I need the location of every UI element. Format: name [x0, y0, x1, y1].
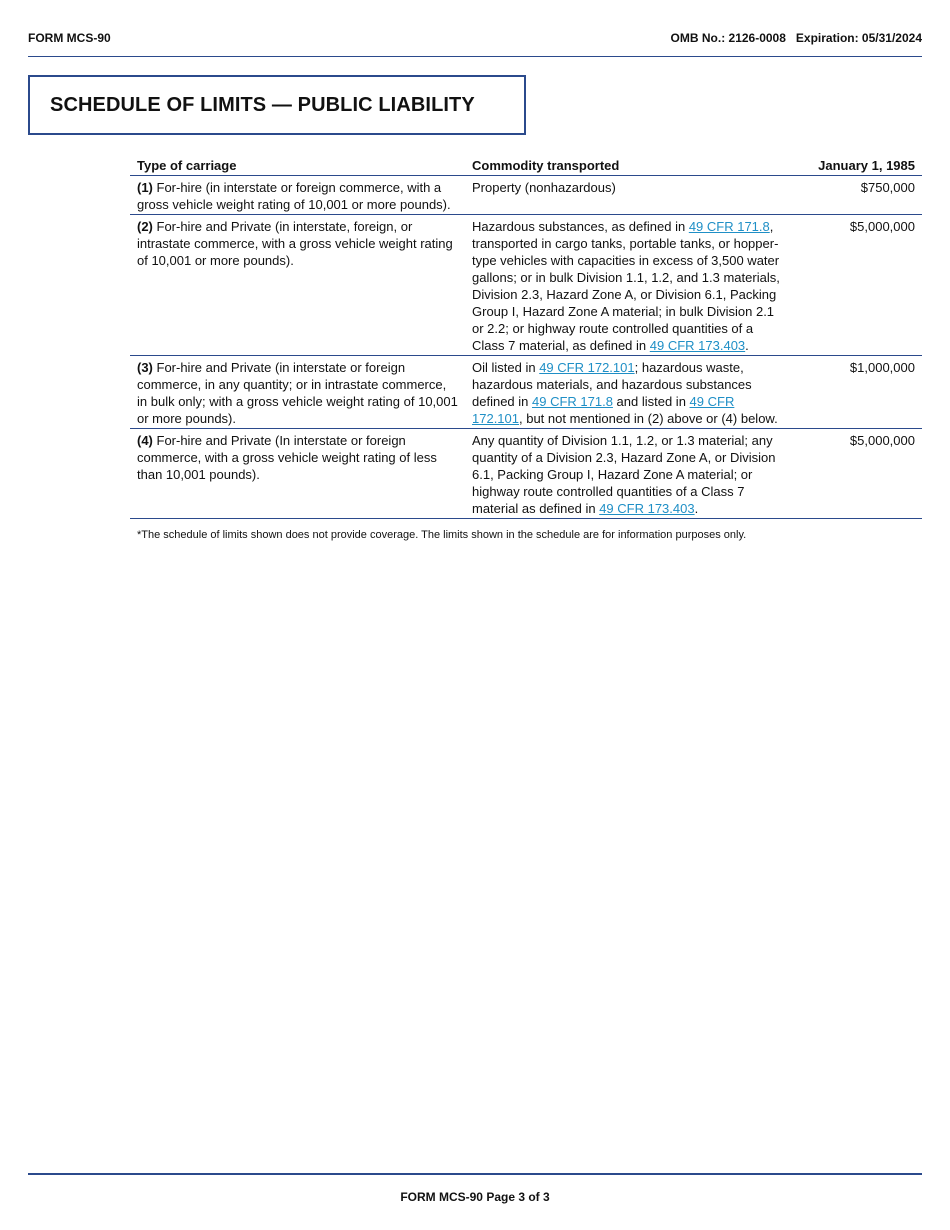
commodity-text: Property (nonhazardous): [472, 180, 616, 195]
bottom-divider: [28, 1173, 922, 1175]
carriage-cell: [130, 356, 465, 429]
table-header-row: [130, 155, 922, 176]
cfr-link[interactable]: 49 CFR 172.101: [472, 394, 735, 426]
page-footer: FORM MCS-90 Page 3 of 3: [400, 1190, 550, 1204]
carriage-text: For-hire and Private (In interstate or foreign commerce, with a gross vehicle weight rating of less than 10,001 pounds).: [137, 433, 437, 482]
form-label: FORM MCS-90: [28, 31, 111, 45]
table-row: [130, 176, 922, 215]
carriage-text: For-hire and Private (in interstate, foreign, or intrastate commerce, with a gross vehicle weight rating of 10,001 or more pounds).: [137, 219, 453, 268]
schedule-of-limits-table: [130, 155, 922, 519]
commodity-cell: [465, 176, 793, 215]
carriage-cell: [130, 215, 465, 356]
header-type-of-carriage: Type of carriage: [130, 155, 465, 176]
commodity-text: .: [694, 501, 699, 516]
title-box: [28, 75, 526, 135]
table-row: [130, 356, 922, 429]
row-number: (3): [137, 360, 153, 375]
page-title: SCHEDULE OF LIMITS — PUBLIC LIABILITY: [50, 94, 475, 116]
omb-expiration: [671, 31, 922, 45]
row-number: (2): [137, 219, 153, 234]
commodity-text: and listed in: [612, 394, 690, 409]
commodity-text: Hazardous substances, as defined in: [472, 219, 689, 234]
limit-amount: $750,000: [860, 180, 915, 195]
header-date: January 1, 1985: [793, 155, 922, 176]
commodity-text: ; hazardous waste, hazardous materials, and hazardous substances defined in: [472, 360, 752, 409]
commodity-text: .: [745, 338, 749, 353]
commodity-cell: [465, 429, 793, 519]
limit-amount: $5,000,000: [849, 219, 915, 234]
header-commodity: Commodity transported: [465, 155, 793, 176]
commodity-text: Any quantity of Division 1.1, 1.2, or 1.3 material; any quantity of a Division 2.3, Hazard Zone A, or Division 6.1, Packing Group I, Hazard Zone A material; or highway route controlled quantities of a Class 7 material as defined in: [472, 433, 776, 516]
cfr-link[interactable]: 49 CFR 171.8: [532, 394, 613, 409]
cfr-link[interactable]: 49 CFR 171.8: [688, 219, 770, 234]
carriage-text: For-hire and Private (in interstate or foreign commerce, in any quantity; or in intrastate commerce, in bulk only; with a gross vehicle weight rating of 10,001 or more pounds).: [137, 360, 458, 426]
cfr-link[interactable]: 49 CFR 173.403: [649, 338, 746, 353]
commodity-text: Oil listed in: [472, 360, 540, 375]
commodity-cell: [465, 215, 793, 356]
row-number: (4): [137, 433, 153, 448]
carriage-cell: [130, 429, 465, 519]
carriage-cell: [130, 176, 465, 215]
limit-cell: [793, 429, 922, 519]
commodity-text: , but not mentioned in (2) above or (4) below.: [519, 411, 778, 426]
footnote: *The schedule of limits shown does not provide coverage. The limits shown in the schedule are for information purposes only.: [137, 529, 747, 541]
limit-cell: [793, 356, 922, 429]
table-row: [130, 215, 922, 356]
limit-amount: $5,000,000: [849, 433, 915, 448]
row-number: (1): [137, 180, 153, 195]
omb-number: OMB No.: 2126-0008: [670, 31, 786, 45]
cfr-link[interactable]: 49 CFR 172.101: [539, 360, 635, 375]
expiration-date: Expiration: 05/31/2024: [795, 31, 922, 45]
cfr-link[interactable]: 49 CFR 173.403: [599, 501, 695, 516]
table-row: [130, 429, 922, 519]
commodity-text: , transported in cargo tanks, portable tanks, or hopper-type vehicles with capacities in excess of 3,500 water gallons; or in bulk Division 1.1, 1.2, and 1.3 materials, Division 2.3, Hazard Zone A, or Division 6.1, Packing Group I, Hazard Zone A material; in bulk Division 2.1 or 2.2; or highway route controlled quantities of a Class 7 material, as defined in: [472, 219, 780, 353]
carriage-text: For-hire (in interstate or foreign commerce, with a gross vehicle weight rating of 10,001 or more pounds).: [137, 180, 451, 212]
limit-cell: [793, 176, 922, 215]
top-header: [28, 30, 922, 57]
limit-amount: $1,000,000: [849, 360, 915, 375]
limit-cell: [793, 215, 922, 356]
commodity-cell: [465, 356, 793, 429]
